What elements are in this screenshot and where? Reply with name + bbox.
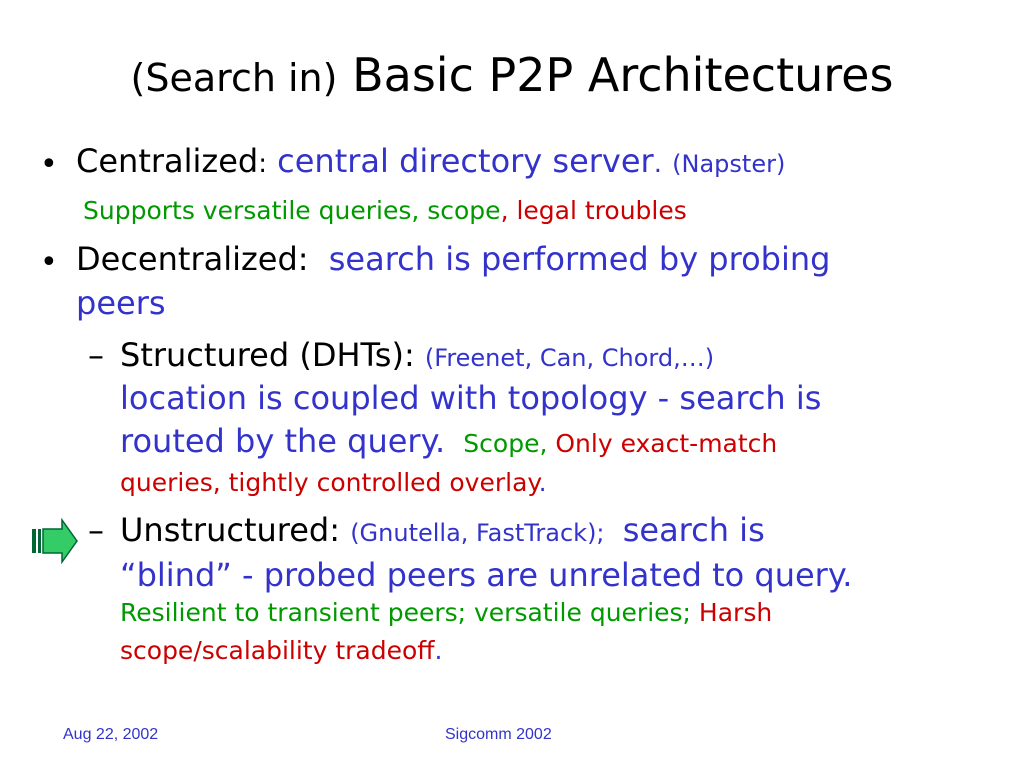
structured-red-4: queries, tightly controlled overlay: [120, 468, 539, 497]
unstructured-desc-1: search is: [622, 511, 765, 549]
structured-end-dot: .: [538, 468, 547, 497]
decentralized-line: [76, 240, 831, 278]
dash-structured: –: [88, 336, 104, 374]
unstructured-red-4: scope/scalability tradeoff: [120, 636, 435, 665]
structured-red-3: Only exact-match: [547, 429, 778, 458]
slide-title: [0, 48, 1024, 102]
footer-venue: Sigcomm 2002: [445, 726, 552, 743]
unstructured-line-3: [120, 600, 772, 625]
unstructured-green-3: Resilient to transient peers; versatile queries;: [120, 598, 691, 627]
footer-date: Aug 22, 2002: [63, 726, 159, 743]
centralized-dot: .: [653, 149, 662, 179]
title-main: Basic P2P Architectures: [337, 48, 894, 102]
centralized-colon: :: [258, 149, 267, 179]
centralized-note-comma: ,: [500, 196, 509, 225]
centralized-example: (Napster): [672, 150, 786, 178]
structured-line: [120, 336, 715, 374]
title-prefix: (Search in): [130, 56, 338, 100]
centralized-label: Centralized: [76, 142, 259, 180]
structured-label: Structured (DHTs):: [120, 336, 415, 374]
structured-line-3: [120, 422, 778, 460]
structured-examples: (Freenet, Can, Chord,…): [424, 344, 715, 372]
unstructured-line: [120, 511, 765, 549]
centralized-line: [76, 142, 786, 180]
centralized-desc: central directory server: [277, 142, 654, 180]
centralized-note-green: Supports versatile queries, scope: [83, 196, 501, 225]
decentralized-desc-2: peers: [76, 284, 166, 322]
structured-line-3-blue: routed by the query.: [120, 422, 446, 460]
dash-unstructured: –: [88, 511, 104, 549]
unstructured-line-2: “blind” - probed peers are unrelated to query.: [120, 556, 853, 594]
centralized-note: [83, 198, 687, 223]
arrow-right-icon: [32, 518, 78, 564]
unstructured-line-4: [120, 638, 442, 663]
unstructured-red-3: Harsh: [690, 598, 773, 627]
structured-line-4: [120, 470, 547, 495]
unstructured-end-dot: .: [434, 636, 443, 665]
bullet-marker-decentralized: •: [40, 245, 58, 280]
decentralized-label: Decentralized:: [76, 240, 309, 278]
unstructured-label: Unstructured:: [120, 511, 341, 549]
bullet-marker-centralized: •: [40, 147, 58, 182]
structured-scope: Scope,: [463, 429, 548, 458]
centralized-note-red: legal troubles: [508, 196, 687, 225]
unstructured-examples: (Gnutella, FastTrack);: [350, 519, 605, 547]
structured-line-2: location is coupled with topology - search is: [120, 379, 822, 417]
decentralized-desc-1: search is performed by probing: [328, 240, 831, 278]
